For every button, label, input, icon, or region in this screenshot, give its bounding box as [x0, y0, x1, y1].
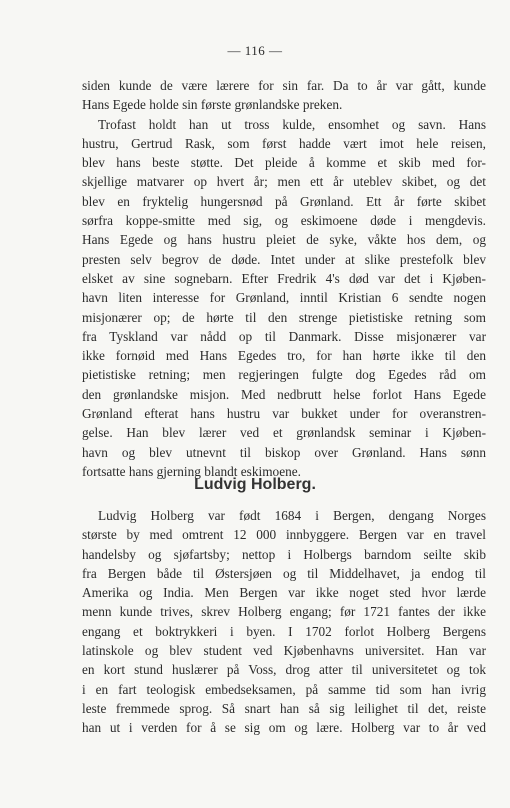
text-line: havn liten interesse for Grønland, inntil Kristian 6 sendte nogen: [82, 290, 486, 306]
text-line: engang et boktrykkeri i byen. I 1702 forlot Holberg Bergens: [82, 623, 486, 639]
text-line: den grønlandske misjon. Med nedbrutt helse forlot Hans Egede: [82, 386, 486, 402]
text-line: Hans Egede holde sin første grønlandske preken.: [82, 97, 343, 113]
text-line: misjonærer op; de hørte til den strenge pietistiske retning som: [82, 309, 486, 325]
section-heading: Ludvig Holberg.: [194, 476, 316, 493]
text-line: største by med omtrent 12 000 innbyggere. Bergen var en travel: [82, 527, 486, 543]
text-line: fra Tyskland var nådd op til Danmark. Disse misjonærer var: [82, 328, 486, 344]
text-line: fortsatte hans gjerning blandt eskimoene.: [82, 463, 301, 479]
text-line: siden kunde de være lærere for sin far. Da to år var gått, kunde: [82, 78, 486, 93]
text-line: hustru, Gertrud Rask, som først hadde vært imot hele reisen,: [82, 135, 486, 151]
text-line: blev en fryktelig hungersnød på Grønland. Ett år førte skibet: [82, 193, 486, 209]
text-line: Ludvig Holberg var født 1684 i Bergen, dengang Norges: [98, 508, 486, 523]
text-line: handelsby og sjøfartsby; nettop i Holbergs barndom seilte skib: [82, 546, 486, 562]
text-line: havn og blev utnevnt til biskop over Grønland. Hans sønn: [82, 444, 486, 460]
text-line: Grønland efterat hans hustru var bukket under for overanstren-: [82, 406, 486, 422]
text-line: Amerika og India. Men Bergen var ikke noget sted hvor lærde: [82, 585, 486, 601]
text-line: menn kunde trives, skrev Holberg engang; før 1721 fantes der ikke: [82, 604, 486, 620]
text-line: en kort stund huslærer på Voss, drog atter til universitetet og tok: [82, 662, 486, 678]
text-line: ikke fornøid med Hans Egedes tro, for han hørte ikke til den: [82, 348, 486, 364]
text-line: fra Bergen både til Østersjøen og til Middelhavet, ja endog til: [82, 565, 486, 581]
paragraphs-hans-egede: [82, 76, 486, 481]
text-line: sørfra koppe-smitte med sig, og eskimoene døde i mengdevis.: [82, 213, 486, 229]
text-line: i en fart teologisk embedseksamen, på samme tid som han ivrig: [82, 681, 486, 697]
text-line: elsket av sine sognebarn. Efter Fredrik 4's død var det i Kjøben-: [82, 270, 486, 286]
text-line: Trofast holdt han ut tross kulde, ensomhet og savn. Hans: [98, 116, 486, 132]
page-number: — 116 —: [227, 43, 283, 58]
text-line: Hans Egede og hans hustru pleiet de syke, våkte hos dem, og: [82, 232, 486, 248]
text-line: blev hans beste støtte. Det pleide å komme et skib med for-: [82, 155, 486, 171]
text-line: pietistiske retning; men regjeringen fulgte dog Egedes råd om: [82, 367, 486, 383]
text-line: skjellige matvarer op hvert år; men ett år uteblev skibet, og det: [82, 174, 486, 190]
text-line: leste fremmede sprog. Så snart han så sig leilighet til det, reiste: [82, 700, 486, 716]
text-line: latinskole og blev student ved Kjøbenhavns universitet. Han var: [82, 643, 486, 659]
text-line: gelse. Han blev lærer ved et grønlandsk seminar i Kjøben-: [82, 425, 486, 441]
text-line: presten selv begrov de døde. Intet under at slike prestefolk blev: [82, 251, 486, 267]
text-line: han ut i verden for å se sig om og lære. Holberg var to år ved: [82, 720, 486, 736]
paragraphs-ludvig-holberg: [82, 506, 486, 738]
